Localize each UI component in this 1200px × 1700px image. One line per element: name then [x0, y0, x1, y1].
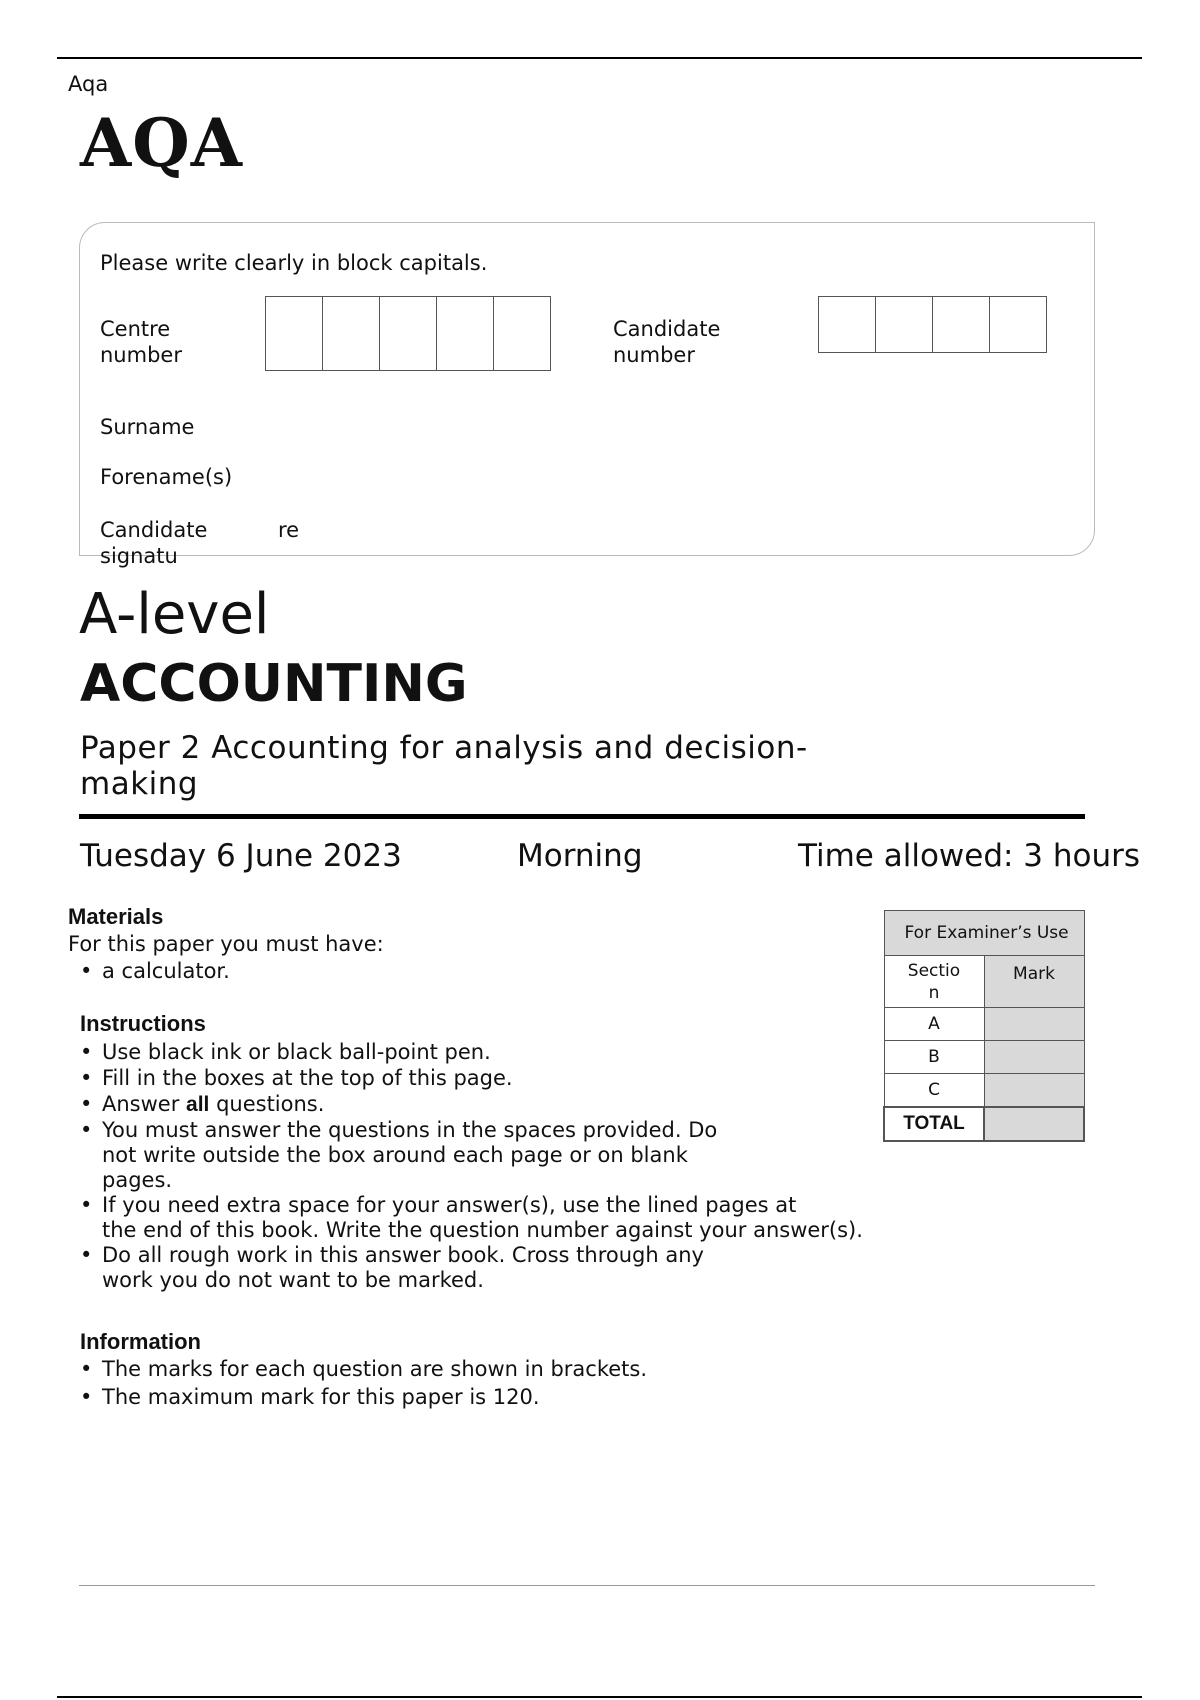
centre-number-digit-box[interactable]	[322, 296, 380, 371]
answer-all-prefix: Answer	[102, 1092, 187, 1116]
candidate-number-digit-box[interactable]	[989, 296, 1047, 353]
centre-number-digit-box[interactable]	[379, 296, 437, 371]
total-label: TOTAL	[884, 1107, 984, 1141]
centre-number-digit-box[interactable]	[493, 296, 551, 371]
information-heading: Information	[80, 1329, 201, 1354]
information-item: • The maximum mark for this paper is 120.	[78, 1384, 978, 1410]
brand-small-text: Aqa	[68, 72, 109, 96]
block-capitals-instruction: Please write clearly in block capitals.	[100, 251, 488, 275]
information-item: • The marks for each question are shown in brackets.	[78, 1356, 978, 1382]
section-column-header: Sectio n	[884, 956, 984, 1008]
materials-item: • a calculator.	[78, 958, 798, 984]
centre-number-label: Centre number	[100, 317, 182, 367]
section-cell: B	[884, 1041, 984, 1074]
total-mark-cell[interactable]	[984, 1107, 1084, 1141]
instruction-item: • If you need extra space for your answer(s), use the lined pages at the end of this book. Write the question number against your answer(s).	[78, 1193, 978, 1243]
candidate-number-digit-box[interactable]	[818, 296, 876, 353]
instruction-item-answer-all	[78, 1091, 978, 1118]
instruction-item: • Fill in the boxes at the top of this page.	[78, 1065, 978, 1091]
forenames-label: Forename(s)	[100, 465, 233, 489]
time-allowed: Time allowed: 3 hours	[798, 838, 1141, 874]
examiners-use-title: For Examiner’s Use	[884, 911, 1084, 956]
mark-column-header: Mark	[984, 956, 1084, 1008]
instruction-item: • Do all rough work in this answer book. Cross through any work you do not want to be marked.	[78, 1243, 978, 1293]
signature-field[interactable]	[310, 512, 1010, 544]
instructions-heading: Instructions	[80, 1011, 206, 1036]
subject-title: ACCOUNTING	[80, 654, 468, 714]
mark-cell[interactable]	[984, 1008, 1084, 1041]
bottom-rule	[57, 1696, 1142, 1698]
paper-title: Paper 2 Accounting for analysis and decision- making	[80, 730, 808, 802]
candidate-signature-label: Candidate signatu	[100, 518, 208, 568]
section-cell: C	[884, 1074, 984, 1107]
surname-field[interactable]	[265, 410, 1065, 442]
candidate-signature-label-tail: re	[278, 518, 300, 542]
surname-label: Surname	[100, 415, 195, 439]
candidate-number-digit-box[interactable]	[932, 296, 990, 353]
centre-number-digit-box[interactable]	[436, 296, 494, 371]
qualification-level: A-level	[79, 582, 270, 647]
title-thick-rule	[79, 814, 1085, 819]
materials-list	[78, 958, 798, 984]
instruction-item: • You must answer the questions in the spaces provided. Do not write outside the box around each page or on blank pages.	[78, 1118, 978, 1193]
instruction-item: • Use black ink or black ball-point pen.	[78, 1039, 978, 1065]
mark-cell[interactable]	[984, 1074, 1084, 1107]
answer-all-suffix: questions.	[209, 1092, 325, 1116]
information-list	[78, 1356, 978, 1410]
candidate-number-digit-box[interactable]	[875, 296, 933, 353]
mark-cell[interactable]	[984, 1041, 1084, 1074]
exam-date: Tuesday 6 June 2023	[80, 838, 402, 874]
top-rule	[57, 57, 1142, 59]
footer-rule	[79, 1585, 1095, 1586]
examiners-use-table	[883, 910, 1085, 1142]
instructions-list	[78, 1039, 978, 1293]
materials-intro: For this paper you must have:	[68, 932, 384, 956]
exam-session: Morning	[517, 838, 643, 874]
forenames-field[interactable]	[265, 460, 1065, 492]
section-cell: A	[884, 1008, 984, 1041]
centre-number-digit-box[interactable]	[265, 296, 323, 371]
aqa-logo: AQA	[80, 104, 243, 182]
materials-heading: Materials	[68, 904, 164, 929]
candidate-number-label: Candidate number	[613, 317, 721, 367]
answer-all-bold: all	[186, 1093, 210, 1116]
